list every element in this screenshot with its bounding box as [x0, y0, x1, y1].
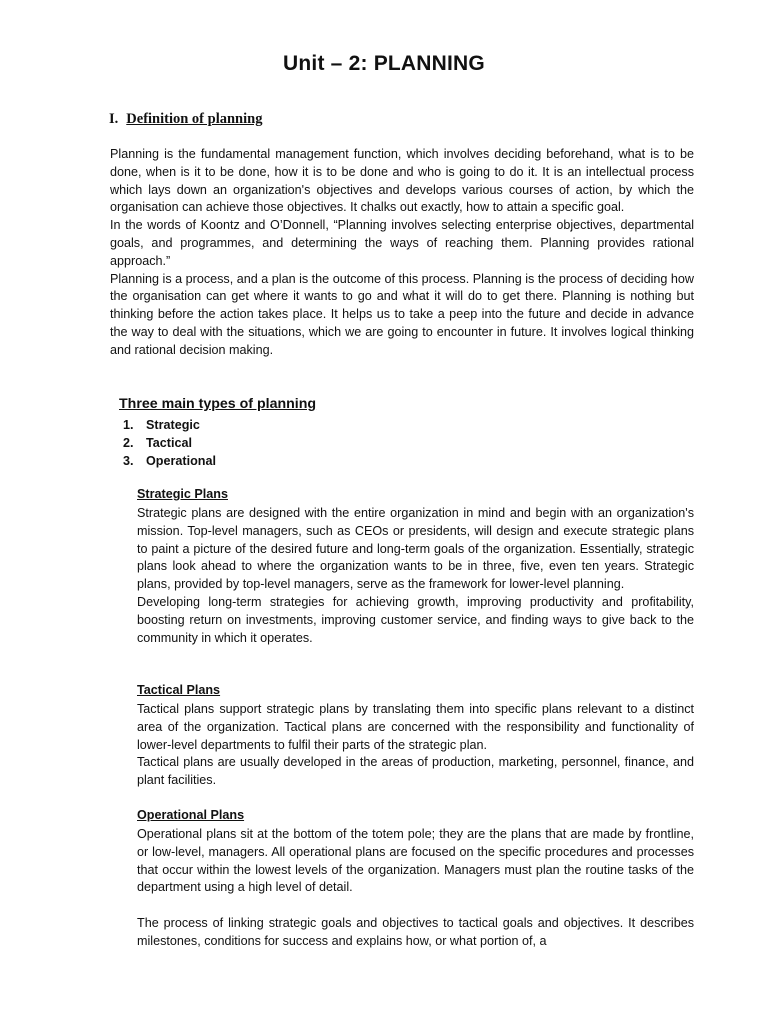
list-number: 1. — [123, 418, 134, 432]
section-heading-text: Definition of planning — [126, 111, 263, 127]
tactical-plans-heading: Tactical Plans — [137, 683, 221, 697]
types-list — [123, 416, 216, 470]
page-title: Unit – 2: PLANNING — [283, 52, 485, 75]
operational-plans-heading: Operational Plans — [137, 808, 245, 822]
paragraph-linking: The process of linking strategic goals and objectives to tactical goals and objectives. It describes milestones, conditions for success and explains how, or what portion of, a — [137, 916, 694, 948]
operational-plans-body — [137, 826, 694, 897]
paragraph-tactical-2: Tactical plans are usually developed in the areas of production, marketing, personnel, finance, and plant facilities. — [137, 755, 694, 788]
definition-body — [110, 146, 694, 360]
paragraph-strategic-2: Developing long-term strategies for achieving growth, improving productivity and profitability, boosting return on investments, improving customer service, and finding ways to give back to the community in which it operates. — [137, 594, 694, 645]
list-item — [123, 434, 216, 452]
strategic-plans-heading: Strategic Plans — [137, 487, 228, 501]
list-label: Tactical — [146, 436, 192, 450]
types-heading: Three main types of planning — [119, 396, 317, 412]
list-item — [123, 416, 216, 434]
paragraph-process: Planning is a process, and a plan is the outcome of this process. Planning is the process of deciding how the organisation can get where it wants to go and what it will do to get there. Planning is nothing but thinking before the action takes place. It helps us to take a peep into the future and decide in advance the way to deal with the situations, which we are going to encounter in future. It involves logical thinking and rational decision making. — [110, 271, 694, 357]
paragraph-koontz-quote: In the words of Koontz and O’Donnell, “Planning involves selecting enterprise objectives, departmental goals, and programmes, and determining the ways of reaching them. Planning provides rational approach.” — [110, 218, 694, 268]
paragraph-strategic-1: Strategic plans are designed with the entire organization in mind and begin with an organization's mission. Top-level managers, such as CEOs or presidents, will design and execute strategic plans to paint a picture of the desired future and long-term goals of the organization. Essentially, strategic plans look ahead to where the organization wants to be in three, five, even ten years. Strategic plans, provided by top-level managers, serve as the framework for lower-level planning. — [137, 506, 694, 592]
list-item — [123, 452, 216, 470]
list-number: 3. — [123, 454, 134, 468]
list-label: Operational — [146, 454, 216, 468]
section-number: I. — [109, 111, 119, 127]
paragraph-tactical-1: Tactical plans support strategic plans by translating them into specific plans relevant to a distinct area of the organization. Tactical plans are concerned with the responsibility and functionality of lower-level departments to fulfil their parts of the strategic plan. — [137, 702, 694, 752]
tactical-plans-body — [137, 701, 694, 790]
list-label: Strategic — [146, 418, 200, 432]
paragraph-definition: Planning is the fundamental management function, which involves deciding beforehand, what is to be done, when is it to be done, how it is to be done and who is going to do it. It is an intellectual process which lays down an organization's objectives and develops various courses of action, by which the organisation can achieve those objectives. It chalks out exactly, how to attain a specific goal. — [110, 147, 694, 215]
paragraph-operational-1: Operational plans sit at the bottom of the totem pole; they are the plans that are made by frontline, or low-level, managers. All operational plans are focused on the specific procedures and processes that occur within the lowest levels of the organization. Managers must plan the routine tasks of the department using a high level of detail. — [137, 827, 694, 895]
section-heading-definition — [109, 111, 262, 128]
strategic-plans-body — [137, 505, 694, 647]
list-number: 2. — [123, 436, 134, 450]
